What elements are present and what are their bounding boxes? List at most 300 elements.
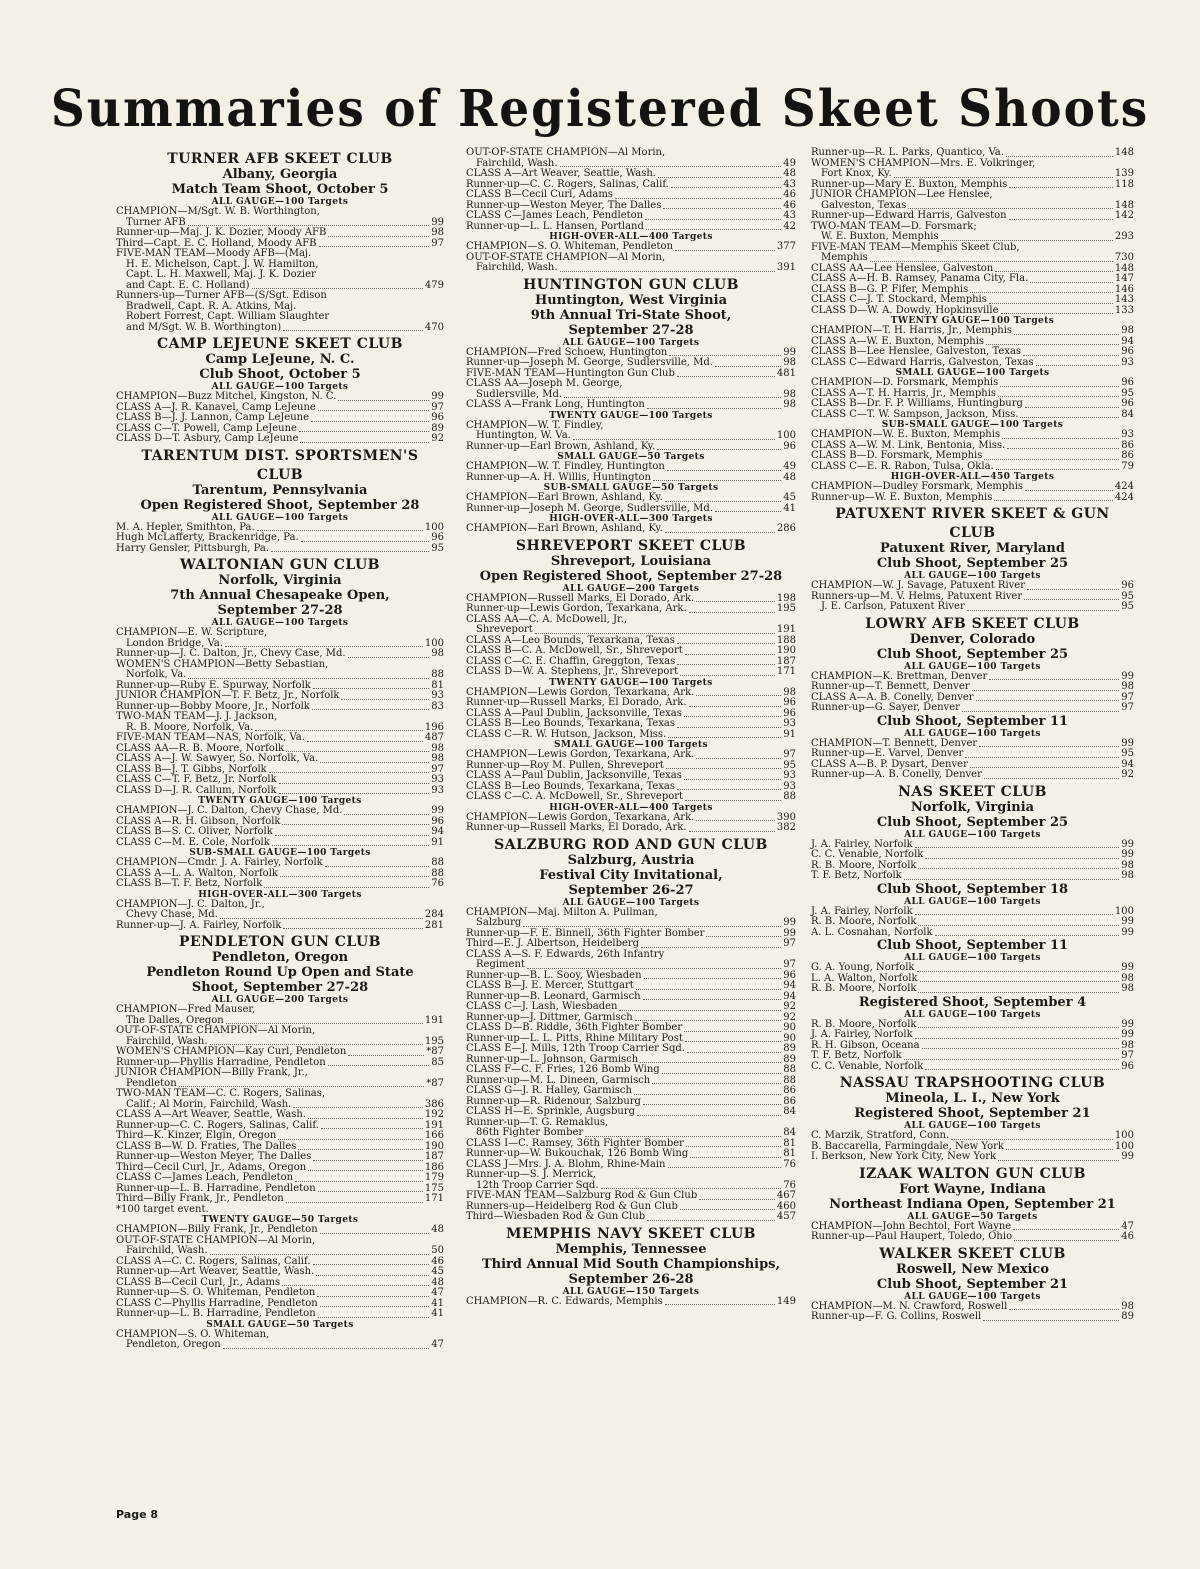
dot-leader <box>665 1304 775 1305</box>
result-entry: CLASS B—Cecil Curl, Jr., Adams <box>116 1276 281 1288</box>
dot-leader <box>986 344 1119 345</box>
result-row <box>116 434 444 445</box>
result-entry: C. C. Venable, Norfolk <box>811 1060 924 1072</box>
score: 98 <box>1121 681 1134 692</box>
gauge-heading: ALL GAUGE—100 Targets <box>904 728 1041 739</box>
dot-leader <box>255 730 423 731</box>
result-row <box>466 981 796 992</box>
score: 49 <box>783 461 796 472</box>
result-row <box>811 378 1134 389</box>
score: 196 <box>424 721 444 733</box>
result-entry: B. Baccarella, Farmingdale, New York <box>811 1140 1004 1152</box>
result-row <box>116 733 444 744</box>
gauge-heading: ALL GAUGE—100 Targets <box>904 953 1041 963</box>
result-entry: J. A. Fairley, Norfolk <box>811 1029 913 1040</box>
dot-leader <box>918 925 1119 926</box>
score: 166 <box>424 1130 444 1141</box>
result-entry: Runners-up—Turner AFB—(S/Sgt. Edison <box>116 290 327 301</box>
result-row <box>811 295 1134 306</box>
dot-leader <box>657 449 781 450</box>
score: 100 <box>424 637 444 649</box>
score: 42 <box>783 220 796 232</box>
dot-leader <box>677 376 775 377</box>
dot-leader <box>689 612 775 613</box>
result-row <box>811 274 1134 285</box>
result-entry: J. E. Carlson, Patuxent River <box>821 601 965 612</box>
result-entry: CHAMPION—Lewis Gordon, Texarkana, Ark. <box>466 811 695 823</box>
event-title: Festival City Invitational, <box>539 867 723 883</box>
result-entry: Runner-up—J. A. Fairley, Norfolk <box>116 919 282 931</box>
result-entry: Sudlersville, Md. <box>476 388 563 400</box>
result-row <box>116 1026 444 1037</box>
result-row <box>116 921 444 932</box>
event-title: Club Shoot, September 25 <box>876 814 1069 830</box>
gauge-heading: ALL GAUGE—100 Targets <box>211 382 349 392</box>
result-entry: R. B. Moore, Norfolk <box>811 983 917 994</box>
result-row <box>116 649 444 660</box>
dot-leader <box>319 246 430 247</box>
event-title: Club Shoot, September 21 <box>876 1276 1069 1292</box>
dot-leader <box>321 1128 423 1129</box>
result-entry: CHAMPION—W. T. Findley, Huntington <box>466 461 665 472</box>
dot-leader <box>1009 1309 1119 1310</box>
score: 86 <box>783 1095 796 1107</box>
dot-leader <box>535 633 775 634</box>
club-location: Norfolk, Virginia <box>910 799 1035 815</box>
score: 99 <box>1121 670 1134 682</box>
score: 48 <box>783 471 796 483</box>
result-row <box>116 392 444 403</box>
result-row <box>466 400 796 411</box>
dot-leader <box>689 831 775 832</box>
club-name: TARENTUM DIST. SPORTSMEN'S <box>141 447 419 464</box>
result-row <box>466 1023 796 1034</box>
dot-leader <box>313 1264 430 1265</box>
score: 43 <box>783 210 796 221</box>
result-row <box>466 1212 796 1223</box>
score: 99 <box>1121 1151 1134 1162</box>
gauge-heading: HIGH-OVER-ALL—300 Targets <box>198 889 362 900</box>
result-entry: Third—Cecil Curl, Jr., Adams, Oregon <box>116 1161 307 1173</box>
dot-leader <box>637 1115 781 1116</box>
score: 487 <box>424 732 444 743</box>
result-row <box>466 960 796 971</box>
dot-leader <box>989 303 1113 304</box>
result-entry: T. F. Betz, Norfolk <box>811 870 902 881</box>
dot-leader <box>715 366 781 367</box>
gauge-heading: ALL GAUGE—100 Targets <box>211 618 349 628</box>
result-row <box>811 963 1134 974</box>
event-title: Club Shoot, September 25 <box>876 646 1069 662</box>
dot-leader <box>1009 219 1113 220</box>
score: 98 <box>1121 1300 1134 1312</box>
result-row <box>116 1005 444 1016</box>
result-row <box>466 1107 796 1118</box>
gauge-heading: ALL GAUGE—100 Targets <box>211 512 349 523</box>
result-entry: OUT-OF-STATE CHAMPION—Al Morin, <box>116 1234 316 1246</box>
result-entry: Calif.; Al Morin, Fairchild, Wash. <box>126 1098 292 1110</box>
result-entry: CLASS G—J. R. Halley, Garmisch <box>466 1085 632 1096</box>
score: 149 <box>776 1295 796 1307</box>
dot-leader <box>1027 589 1119 590</box>
result-entry: Fairchild, Wash. <box>126 1245 208 1256</box>
result-entry: A. L. Cosnahan, Norfolk <box>811 926 933 938</box>
dot-leader <box>257 530 423 531</box>
result-entry: CHAMPION—T. Bennett, Denver <box>811 737 978 749</box>
dot-leader <box>668 737 781 738</box>
result-row <box>116 1131 444 1142</box>
result-entry: CLASS A—Art Weaver, Seattle, Wash. <box>466 168 656 179</box>
score: 187 <box>776 655 796 667</box>
result-entry: Pendleton, Oregon <box>126 1339 221 1350</box>
result-entry: Runner-up—Weston Meyer, The Dalles <box>466 199 662 211</box>
result-entry: CLASS I—C. Ramsey, 36th Fighter Bomber <box>466 1137 684 1149</box>
result-row <box>116 1205 444 1216</box>
result-entry: Runner-up—Phyllis Harradine, Pendleton <box>116 1056 326 1068</box>
result-row <box>116 910 444 921</box>
result-row <box>811 917 1134 928</box>
result-entry: CLASS C—C. A. McDowell, Sr., Shreveport <box>466 791 684 802</box>
result-entry: CLASS A—Paul Dublin, Jacksonville, Texas <box>466 707 682 719</box>
result-entry: R. B. Moore, Norfolk <box>811 916 917 927</box>
score: 96 <box>783 969 796 981</box>
dot-leader <box>925 858 1119 859</box>
dot-leader <box>601 1188 782 1189</box>
score: 479 <box>424 279 444 291</box>
dot-leader <box>983 1320 1119 1321</box>
result-entry: Hugh McLafferty, Brackenridge, Pa. <box>116 532 299 543</box>
dot-leader <box>920 981 1120 982</box>
dot-leader <box>210 1044 423 1045</box>
gauge-heading: HIGH-OVER-ALL—400 Targets <box>549 232 713 242</box>
dot-leader <box>970 767 1119 768</box>
event-title: Pendleton Round Up Open and State <box>146 965 414 980</box>
score: 41 <box>431 1308 444 1319</box>
dot-leader <box>573 439 775 440</box>
result-row <box>466 719 796 730</box>
result-entry: OUT-OF-STATE CHAMPION—Al Morin, <box>466 251 666 263</box>
dot-leader <box>252 288 423 289</box>
result-entry: WOMEN'S CHAMPION—Betty Sebastian, <box>116 658 329 670</box>
score: 96 <box>783 697 796 708</box>
result-entry: Memphis <box>821 252 868 263</box>
score: 88 <box>431 857 444 868</box>
club-name: NASSAU TRAPSHOOTING CLUB <box>839 1075 1106 1091</box>
score: 390 <box>776 811 796 823</box>
event-title: September 27-28 <box>217 603 343 618</box>
dot-leader <box>210 1254 430 1255</box>
result-entry: Fairchild, Wash. <box>476 157 558 169</box>
result-row <box>811 326 1134 337</box>
result-row <box>116 775 444 786</box>
result-entry: CHAMPION—Russell Marks, El Dorado, Ark. <box>466 592 695 604</box>
score: 190 <box>776 645 796 656</box>
result-entry: Runner-up—Art Weaver, Seattle, Wash. <box>116 1266 315 1277</box>
result-entry: CLASS AA—C. A. McDowell, Jr., <box>466 613 628 625</box>
result-entry: CLASS A—W. M. Link, Bentonia, Miss. <box>811 439 1006 451</box>
result-entry: CLASS H—E. Sprinkle, Augsburg <box>466 1106 636 1117</box>
result-row <box>466 242 796 253</box>
score: 179 <box>424 1172 444 1183</box>
score: 46 <box>783 199 796 211</box>
result-entry: CLASS C—James Leach, Pendleton <box>116 1172 294 1183</box>
result-row <box>811 347 1134 358</box>
result-entry: CLASS A—C. C. Rogers, Salinas, Calif. <box>116 1255 311 1267</box>
gauge-heading: SUB-SMALL GAUGE—50 Targets <box>543 483 719 493</box>
dot-leader <box>643 999 782 1000</box>
result-row <box>116 1068 444 1079</box>
result-row <box>116 1225 444 1236</box>
score: 191 <box>424 1119 444 1131</box>
score: 41 <box>783 502 796 514</box>
result-entry: CHAMPION—Lewis Gordon, Texarkana, Ark. <box>466 686 695 698</box>
result-row <box>811 399 1134 410</box>
result-row <box>116 544 444 555</box>
score: 99 <box>783 917 796 928</box>
result-row <box>116 712 444 723</box>
result-row <box>466 358 796 369</box>
result-entry: Runner-up—Joseph M. George, Sudlersville, Md. <box>466 502 713 514</box>
result-row <box>811 1062 1134 1073</box>
score: 93 <box>431 774 444 785</box>
result-entry: CLASS B—D. Forsmark, Memphis <box>811 450 983 461</box>
result-entry: Runner-up—Edward Harris, Galveston <box>811 210 1007 221</box>
dot-leader <box>282 824 429 825</box>
dot-leader <box>318 1191 423 1192</box>
result-entry: CHAMPION—Lewis Gordon, Texarkana, Ark. <box>466 749 695 760</box>
gauge-heading: ALL GAUGE—100 Targets <box>904 661 1041 672</box>
result-entry: Third—Billy Frank, Jr., Pendleton <box>116 1193 284 1204</box>
score: 143 <box>1114 294 1134 305</box>
result-entry: M. A. Hepler, Smithton, Pa. <box>116 521 255 533</box>
result-row <box>116 827 444 838</box>
score: 95 <box>783 759 796 771</box>
dot-leader <box>994 500 1113 501</box>
result-entry: FIVE-MAN TEAM—Huntington Gun Club <box>466 367 675 379</box>
gauge-heading: SUB-SMALL GAUGE—100 Targets <box>881 420 1064 430</box>
result-row <box>466 604 796 615</box>
dot-leader <box>272 845 429 846</box>
result-row <box>466 169 796 180</box>
column-2 <box>466 148 796 1307</box>
score: 99 <box>1121 1018 1134 1030</box>
score: 424 <box>1114 481 1134 492</box>
result-row <box>811 148 1134 159</box>
club-name: CAMP LEJEUNE SKEET CLUB <box>157 336 403 352</box>
score: 470 <box>424 321 444 333</box>
dot-leader <box>687 1052 781 1053</box>
score: 98 <box>1121 983 1134 994</box>
result-entry: CHAMPION—W. T. Findley, <box>466 419 604 431</box>
dot-leader <box>640 1062 781 1063</box>
dot-leader <box>663 208 781 209</box>
score: 97 <box>1121 691 1134 703</box>
result-row <box>811 581 1134 592</box>
result-entry: CLASS AA—Joseph M. George, <box>466 378 623 389</box>
result-entry: Runner-up—Weston Meyer, The Dalles <box>116 1151 312 1162</box>
result-row <box>116 270 444 281</box>
score: 94 <box>1121 335 1134 347</box>
result-entry: CLASS A—H. B. Ramsey, Panama City, Fla. <box>811 273 1029 284</box>
event-title: Club Shoot, September 11 <box>876 938 1069 953</box>
result-row <box>466 504 796 515</box>
score: 148 <box>1114 199 1134 211</box>
result-entry: Fort Knox, Ky. <box>821 168 892 179</box>
dot-leader <box>984 778 1119 779</box>
result-row <box>811 1152 1134 1163</box>
dot-leader <box>225 646 423 647</box>
result-entry: CLASS B—J. E. Mercer, Stuttgart <box>466 980 634 991</box>
dot-leader <box>989 679 1119 680</box>
score: 96 <box>1121 398 1134 409</box>
result-entry: Turner AFB <box>126 216 186 228</box>
result-entry: CHAMPION—Earl Brown, Ashland, Ky. <box>466 492 663 503</box>
column-3 <box>811 148 1134 1323</box>
result-row <box>466 730 796 741</box>
score: 96 <box>431 532 444 543</box>
score: 96 <box>1121 377 1134 388</box>
dot-leader <box>652 1083 781 1084</box>
event-title: September 27-28 <box>568 322 694 338</box>
club-location: Camp LeJeune, N. C. <box>205 352 355 367</box>
score: 100 <box>1114 905 1134 917</box>
dot-leader <box>684 779 781 780</box>
club-name: SHREVEPORT SKEET CLUB <box>515 537 747 554</box>
dot-leader <box>320 1306 430 1307</box>
score: 93 <box>783 780 796 792</box>
result-row <box>811 190 1134 201</box>
score: 92 <box>1121 769 1134 780</box>
score: 84 <box>783 1106 796 1117</box>
result-row <box>811 1312 1134 1323</box>
result-entry: CLASS B—J. J. Lannon, Camp LeJeune <box>116 412 310 423</box>
gauge-heading: ALL GAUGE—150 Targets <box>562 1286 700 1297</box>
result-entry: Chevy Chase, Md. <box>126 909 218 920</box>
dot-leader <box>918 1027 1119 1028</box>
result-entry: Norfolk, Va. <box>126 669 187 680</box>
dot-leader <box>615 198 781 199</box>
dot-leader <box>915 914 1113 915</box>
result-row <box>466 1128 796 1139</box>
result-row <box>466 1297 796 1308</box>
result-row <box>811 1051 1134 1062</box>
score: 95 <box>431 542 444 554</box>
result-entry: CLASS A—R. H. Gibson, Norfolk <box>116 815 281 827</box>
result-entry: CLASS C—C. E. Chaffin, Greggton, Texas <box>466 655 676 667</box>
result-entry: CLASS A—Paul Dublin, Jacksonville, Texas <box>466 770 682 781</box>
dot-leader <box>635 1020 782 1021</box>
result-entry: Third—K. Kinzer, Elgin, Oregon <box>116 1130 277 1141</box>
result-entry: CHAMPION—Fred Schoew, Huntington <box>466 346 668 358</box>
result-entry: CLASS A—Leo Bounds, Texarkana, Texas <box>466 634 675 646</box>
score: 293 <box>1114 231 1134 242</box>
dot-leader <box>696 820 775 821</box>
result-row <box>466 462 796 473</box>
score: 99 <box>1121 838 1134 850</box>
score: 95 <box>1121 590 1134 602</box>
club-location: Mineola, L. I., New York <box>885 1091 1060 1106</box>
club-location: Tarentum, Pennsylvania <box>192 482 368 498</box>
result-row <box>466 918 796 929</box>
dot-leader <box>918 868 1119 869</box>
score: 93 <box>1121 356 1134 368</box>
result-entry: Huntington, W. Va. <box>476 430 571 441</box>
result-entry: CLASS C—R. W. Hutson, Jackson, Miss. <box>466 728 667 740</box>
dot-leader <box>995 271 1113 272</box>
result-row <box>116 754 444 765</box>
dot-leader <box>523 926 781 927</box>
result-entry: OUT-OF-STATE CHAMPION—Al Morin, <box>116 1025 316 1036</box>
result-entry: C. Marzik, Stratford, Conn. <box>811 1130 950 1141</box>
gauge-heading: ALL GAUGE—100 Targets <box>904 829 1041 840</box>
score: 50 <box>431 1245 444 1256</box>
dot-leader <box>675 250 775 251</box>
dot-leader <box>1036 365 1120 366</box>
score: 424 <box>1114 491 1134 503</box>
result-entry: CLASS B—Cecil Curl, Adams <box>466 189 613 200</box>
score: 99 <box>1121 737 1134 749</box>
score: 97 <box>1121 1050 1134 1061</box>
result-entry: Harry Gensler, Pittsburgh, Pa. <box>116 542 270 554</box>
result-entry: CHAMPION—E. W. Scripture, <box>116 627 268 638</box>
result-row <box>116 670 444 681</box>
result-row <box>466 750 796 761</box>
result-row <box>811 1131 1134 1142</box>
result-entry: CLASS B—S. C. Oliver, Norfolk <box>116 826 273 837</box>
result-entry: Bradwell, Capt. R. A. Atkins, Maj. <box>126 300 297 312</box>
dot-leader <box>220 918 423 919</box>
club-location: Patuxent River, Maryland <box>880 541 1065 556</box>
event-title: September 26-27 <box>568 882 694 898</box>
dot-leader <box>922 1048 1120 1049</box>
gauge-heading: SMALL GAUGE—100 Targets <box>553 740 709 750</box>
gauge-heading: TWENTY GAUGE—100 Targets <box>198 796 362 806</box>
score: 94 <box>783 990 796 1002</box>
result-row <box>811 430 1134 441</box>
dot-leader <box>279 793 430 794</box>
result-row <box>811 1232 1134 1243</box>
result-entry: CLASS D—T. Asbury, Camp LeJeune <box>116 433 299 444</box>
result-entry: Runner-up—A. B. Conelly, Denver <box>811 769 982 780</box>
result-entry: The Dalles, Oregon <box>126 1014 224 1026</box>
dot-leader <box>328 1065 430 1066</box>
result-entry: Runner-up—S. J. Merrick, <box>466 1169 596 1180</box>
result-entry: Third—E. J. Albertson, Heidelberg <box>466 938 640 949</box>
gauge-heading: ALL GAUGE—200 Targets <box>211 995 349 1005</box>
result-row <box>116 1089 444 1100</box>
result-row <box>116 1152 444 1163</box>
result-row <box>466 1191 796 1202</box>
club-location: Salzburg, Austria <box>567 852 695 868</box>
dot-leader <box>311 421 429 422</box>
result-entry: FIVE-MAN TEAM—Salzburg Rod & Gun Club <box>466 1190 698 1201</box>
result-entry: CLASS A—B. P. Dysart, Denver <box>811 758 968 770</box>
dot-leader <box>680 675 775 676</box>
gauge-heading: SMALL GAUGE—100 Targets <box>895 368 1050 378</box>
dot-leader <box>965 757 1119 758</box>
dot-leader <box>677 727 781 728</box>
result-entry: C. C. Venable, Norfolk <box>811 849 924 860</box>
score: 88 <box>783 1074 796 1086</box>
result-row <box>811 482 1134 493</box>
dot-leader <box>1014 1240 1119 1241</box>
result-entry: Runner-up—T. G. Remaklus, <box>466 1116 609 1128</box>
dot-leader <box>967 610 1120 611</box>
dot-leader <box>894 177 1113 178</box>
result-entry: Runner-up—Roy M. Pullen, Shreveport <box>466 759 664 771</box>
dot-leader <box>667 470 781 471</box>
result-entry: CLASS D—B. Riddle, 36th Fighter Bomber <box>466 1022 683 1033</box>
